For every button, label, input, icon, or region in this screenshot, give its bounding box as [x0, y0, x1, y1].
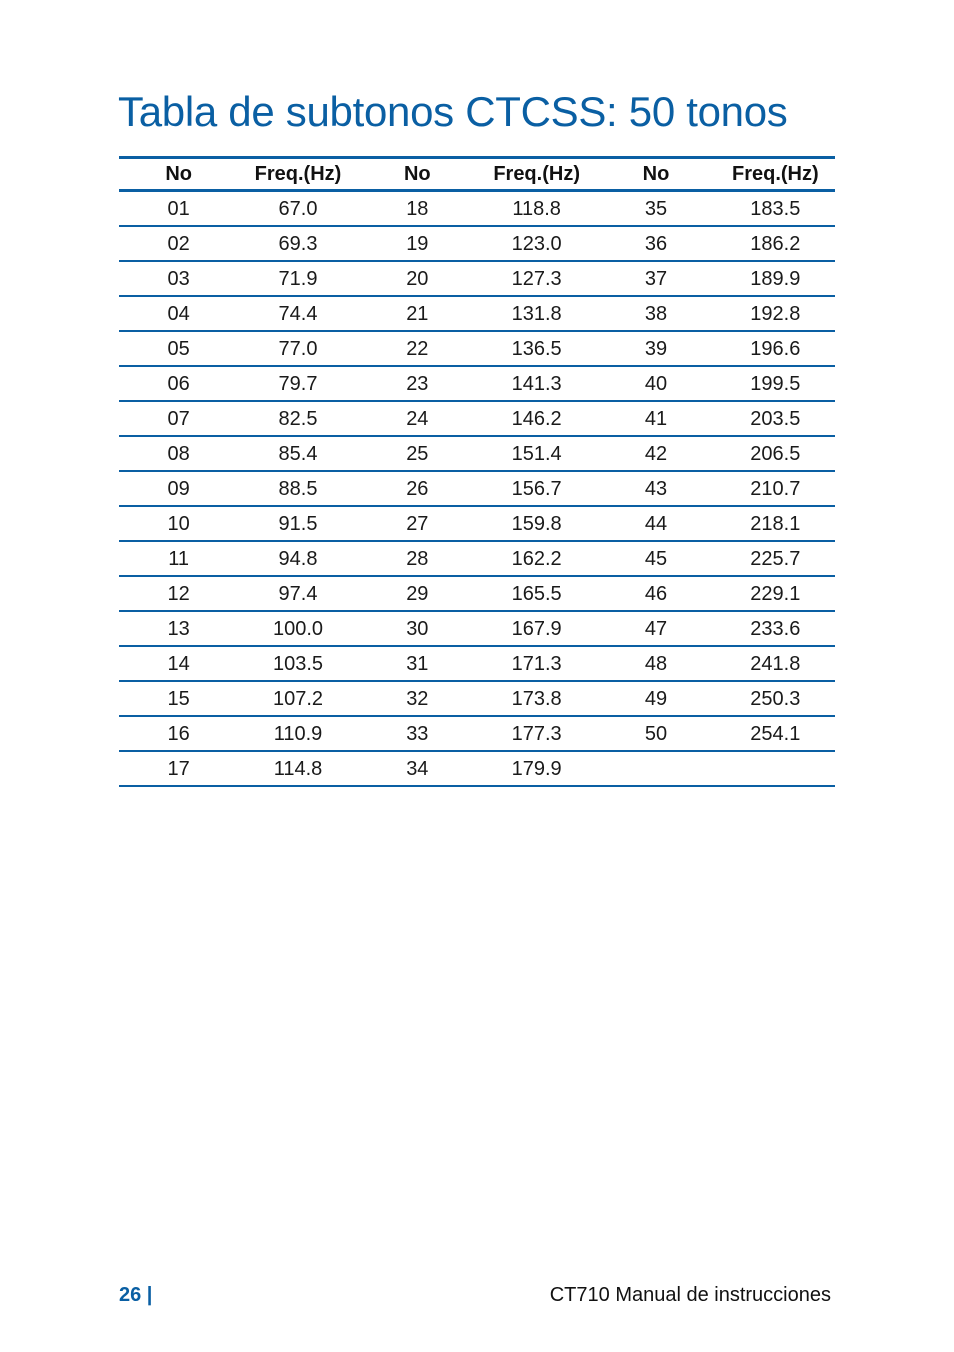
header-no-2: No [403, 162, 431, 185]
cell-freq: 100.0 [272, 617, 324, 640]
cell-no: 31 [406, 652, 429, 675]
cell-freq: 250.3 [750, 687, 801, 710]
header-freq-1: Freq.(Hz) [254, 162, 342, 185]
cell-no: 26 [406, 477, 429, 500]
cell-freq: 173.8 [511, 687, 562, 710]
cell-freq: 192.8 [750, 302, 801, 325]
cell-no: 25 [406, 442, 429, 465]
table-row [119, 261, 835, 296]
cell-no: 12 [167, 582, 190, 605]
cell-no: 46 [644, 582, 668, 605]
cell-freq: 218.1 [750, 512, 801, 535]
cell-no: 28 [406, 547, 429, 570]
cell-freq: 123.0 [511, 232, 562, 255]
cell-no: 27 [406, 512, 429, 535]
cell-freq: 196.6 [750, 337, 801, 360]
cell-freq: 114.8 [273, 757, 323, 780]
cell-freq: 110.9 [273, 722, 323, 745]
page-number: 26 | [119, 1284, 153, 1306]
cell-freq: 141.3 [511, 372, 562, 395]
cell-no: 48 [644, 652, 668, 675]
cell-no: 22 [406, 337, 429, 360]
cell-freq: 189.9 [750, 267, 801, 290]
cell-no: 14 [167, 652, 190, 675]
cell-no: 40 [644, 372, 668, 395]
cell-no: 44 [644, 512, 668, 535]
cell-freq: 103.5 [272, 652, 324, 675]
cell-no: 36 [644, 232, 668, 255]
table-row [119, 716, 835, 751]
cell-no: 01 [167, 197, 190, 220]
cell-freq: 254.1 [750, 722, 801, 745]
cell-no: 39 [644, 337, 668, 360]
cell-no: 41 [644, 407, 668, 430]
table-row [119, 576, 835, 611]
cell-freq: 162.2 [511, 547, 562, 570]
table-row [119, 471, 835, 506]
cell-freq: 199.5 [750, 372, 801, 395]
cell-no: 45 [644, 547, 668, 570]
cell-freq: 118.8 [512, 197, 561, 220]
ctcss-table [119, 156, 835, 787]
cell-freq: 165.5 [511, 582, 562, 605]
cell-no: 32 [406, 687, 429, 710]
cell-freq: 107.2 [272, 687, 324, 710]
cell-no: 34 [406, 757, 429, 780]
cell-no: 24 [406, 407, 429, 430]
table-row [119, 331, 835, 366]
header-no-3: No [642, 162, 670, 185]
cell-freq: 179.9 [511, 757, 562, 780]
table-row [119, 506, 835, 541]
cell-freq: 85.4 [278, 442, 318, 465]
cell-no: 15 [167, 687, 190, 710]
page-title: Tabla de subtonos CTCSS: 50 tonos [118, 88, 788, 135]
cell-freq: 91.5 [278, 512, 318, 535]
cell-no: 02 [167, 232, 190, 255]
cell-no: 38 [644, 302, 668, 325]
cell-no: 33 [406, 722, 429, 745]
table-row [119, 401, 835, 436]
cell-no: 20 [406, 267, 429, 290]
cell-no: 43 [644, 477, 668, 500]
cell-no: 30 [406, 617, 429, 640]
cell-freq: 131.8 [511, 302, 562, 325]
cell-freq [716, 751, 835, 786]
cell-freq: 151.4 [511, 442, 562, 465]
header-row [119, 158, 835, 191]
cell-freq: 233.6 [750, 617, 801, 640]
cell-freq: 88.5 [278, 477, 318, 500]
cell-no: 17 [167, 757, 190, 780]
cell-no: 29 [406, 582, 429, 605]
cell-freq: 69.3 [278, 232, 318, 255]
cell-no: 05 [167, 337, 190, 360]
cell-freq: 74.4 [278, 302, 318, 325]
cell-freq: 159.8 [511, 512, 562, 535]
cell-freq: 177.3 [511, 722, 562, 745]
cell-no: 37 [644, 267, 668, 290]
cell-freq: 79.7 [278, 372, 318, 395]
cell-freq: 203.5 [750, 407, 801, 430]
ctcss-table-container [119, 156, 835, 787]
cell-no: 06 [167, 372, 190, 395]
header-freq-2: Freq.(Hz) [493, 162, 580, 185]
cell-no: 50 [644, 722, 668, 745]
cell-freq: 136.5 [511, 337, 562, 360]
cell-no: 04 [167, 302, 190, 325]
cell-freq: 127.3 [511, 267, 562, 290]
cell-freq: 146.2 [511, 407, 562, 430]
table-body [119, 191, 835, 787]
table-row [119, 751, 835, 786]
cell-freq: 171.3 [511, 652, 562, 675]
cell-no [596, 751, 715, 786]
table-row [119, 681, 835, 716]
cell-no: 42 [644, 442, 668, 465]
table-row [119, 296, 835, 331]
cell-no: 35 [644, 197, 668, 220]
cell-no: 49 [644, 687, 668, 710]
cell-no: 08 [167, 442, 190, 465]
cell-no: 07 [167, 407, 190, 430]
cell-no: 16 [167, 722, 190, 745]
cell-no: 21 [406, 302, 429, 325]
cell-no: 18 [406, 197, 429, 220]
manual-title: CT710 Manual de instrucciones [549, 1284, 831, 1306]
cell-freq: 229.1 [750, 582, 801, 605]
cell-freq: 94.8 [278, 547, 318, 570]
cell-freq: 183.5 [750, 197, 801, 220]
cell-freq: 225.7 [750, 547, 801, 570]
cell-freq: 206.5 [750, 442, 801, 465]
cell-freq: 97.4 [278, 582, 318, 605]
table-row [119, 226, 835, 261]
cell-freq: 71.9 [278, 267, 318, 290]
header-no-1: No [165, 162, 192, 185]
table-row [119, 366, 835, 401]
cell-no: 09 [167, 477, 190, 500]
cell-no: 03 [167, 267, 190, 290]
cell-no: 19 [406, 232, 429, 255]
cell-no: 13 [167, 617, 190, 640]
table-row [119, 611, 835, 646]
cell-no: 10 [167, 512, 190, 535]
cell-no: 23 [406, 372, 429, 395]
cell-freq: 241.8 [750, 652, 801, 675]
header-freq-3: Freq.(Hz) [731, 162, 819, 185]
cell-freq: 167.9 [511, 617, 562, 640]
table-row [119, 541, 835, 576]
cell-no: 11 [168, 547, 190, 570]
cell-freq: 67.0 [278, 197, 318, 220]
cell-freq: 156.7 [511, 477, 562, 500]
table-row [119, 646, 835, 681]
cell-freq: 82.5 [278, 407, 318, 430]
cell-freq: 77.0 [278, 337, 318, 360]
table-row [119, 191, 835, 227]
cell-no: 47 [644, 617, 668, 640]
cell-freq: 210.7 [750, 477, 801, 500]
table-header [119, 158, 835, 191]
cell-freq: 186.2 [750, 232, 801, 255]
table-row [119, 436, 835, 471]
